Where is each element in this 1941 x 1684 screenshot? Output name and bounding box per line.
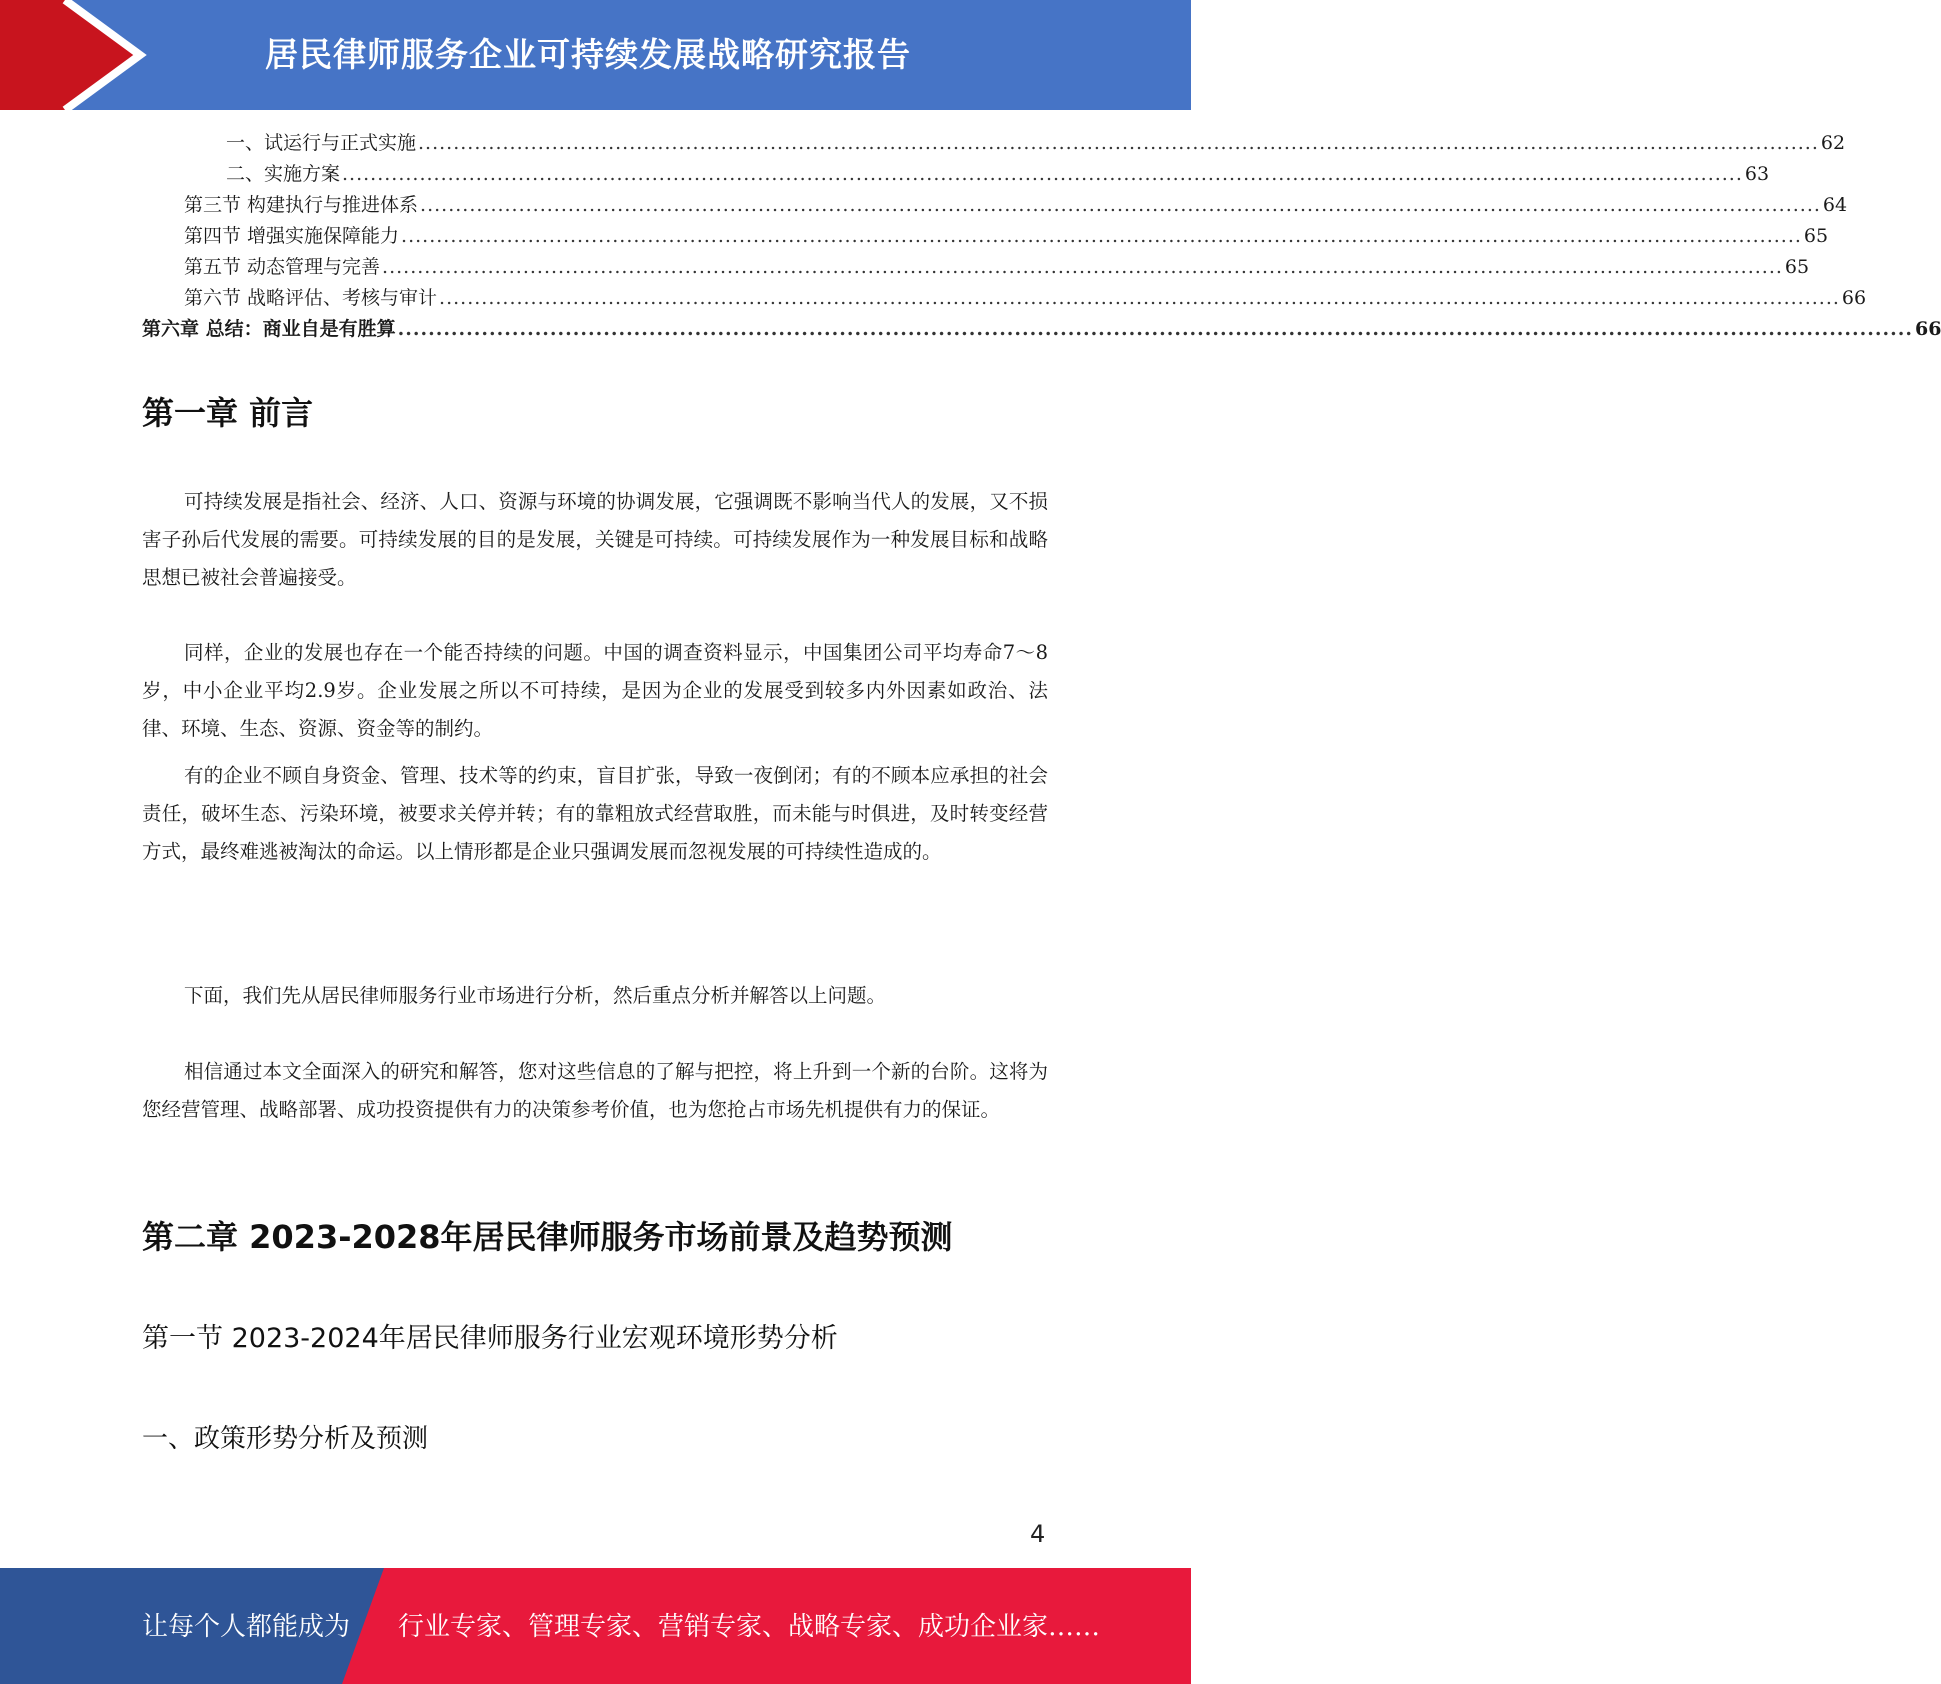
toc-entry-title: 第三节 构建执行与推进体系 [184,194,419,216]
page-number: 4 [1030,1520,1046,1548]
toc-entry-page: 66 [1914,318,1941,340]
toc-entry-page: 64 [1822,194,1848,216]
toc-entry[interactable] [142,128,1846,159]
toc-entry[interactable] [142,190,1848,221]
page-footer-band [0,1568,1191,1684]
section-heading: 第一节 2023-2024年居民律师服务行业宏观环境形势分析 [142,1323,838,1354]
toc-entry-title: 第六节 战略评估、考核与审计 [184,287,438,309]
toc-leader-dots: ....................................................................................................................................................................................................... [418,132,1819,154]
body-paragraph: 可持续发展是指社会、经济、人口、资源与环境的协调发展，它强调既不影响当代人的发展，又不损害子孙后代发展的需要。可持续发展的目的是发展，关键是可持续。可持续发展作为一种发展目标和战略思想已被社会普遍接受。 [142,490,1048,589]
body-paragraph: 有的企业不顾自身资金、管理、技术等的约束，盲目扩张，导致一夜倒闭；有的不顾本应承担的社会责任，破坏生态、污染环境，被要求关停并转；有的靠粗放式经营取胜，而未能与时俱进，及时转变经营方式，最终难逃被淘汰的命运。以上情形都是企业只强调发展而忽视发展的可持续性造成的。 [142,764,1048,863]
toc-entry-title: 第五节 动态管理与完善 [184,256,381,278]
body-paragraph: 同样，企业的发展也存在一个能否持续的问题。中国的调查资料显示，中国集团公司平均寿命7～8岁，中小企业平均2.9岁。企业发展之所以不可持续，是因为企业的发展受到较多内外因素如政治、法律、环境、生态、资源、资金等的制约。 [142,641,1048,740]
toc-entry-title: 二、实施方案 [226,163,341,185]
toc-entry-page: 62 [1820,132,1846,154]
toc-entry[interactable] [142,283,1867,314]
toc-leader-dots: ....................................................................................................................................................................................................... [420,194,1821,216]
table-of-contents [142,128,1941,345]
footer-slogan-right: 行业专家、管理专家、营销专家、战略专家、成功企业家…… [398,1612,1101,1642]
chapter-heading: 第二章 2023-2028年居民律师服务市场前景及趋势预测 [142,1218,953,1256]
body-paragraph: 下面，我们先从居民律师服务行业市场进行分析，然后重点分析并解答以上问题。 [184,984,887,1007]
toc-entry-title: 第四节 增强实施保障能力 [184,225,400,247]
report-title: 居民律师服务企业可持续发展战略研究报告 [265,35,911,74]
toc-leader-dots: ....................................................................................................................................................................................................... [439,287,1840,309]
toc-leader-dots: ....................................................................................................................................................................................................... [397,318,1913,340]
toc-entry[interactable] [142,159,1770,190]
toc-leader-dots: ....................................................................................................................................................................................................... [401,225,1802,247]
toc-entry-title: 一、试运行与正式实施 [226,132,417,154]
toc-entry-chapter[interactable] [142,314,1941,345]
toc-entry[interactable] [142,221,1829,252]
toc-entry-title: 第六章 总结：商业自是有胜算 [142,318,396,340]
footer-slogan-left: 让每个人都能成为 [142,1612,351,1642]
body-paragraph: 相信通过本文全面深入的研究和解答，您对这些信息的了解与把控，将上升到一个新的台阶。这将为您经营管理、战略部署、成功投资提供有力的决策参考价值，也为您抢占市场先机提供有力的保证。 [142,1060,1048,1121]
subsection-heading: 一、政策形势分析及预测 [142,1424,429,1454]
toc-entry-page: 66 [1841,287,1867,309]
toc-leader-dots: ....................................................................................................................................................................................................... [382,256,1783,278]
header-chevron-shape [0,0,150,110]
page-header-band [0,0,1191,110]
chapter-heading: 第一章 前言 [142,394,314,432]
toc-entry-page: 63 [1744,163,1770,185]
toc-leader-dots: ....................................................................................................................................................................................................... [342,163,1743,185]
toc-entry-page: 65 [1784,256,1810,278]
toc-entry[interactable] [142,252,1810,283]
toc-entry-page: 65 [1803,225,1829,247]
